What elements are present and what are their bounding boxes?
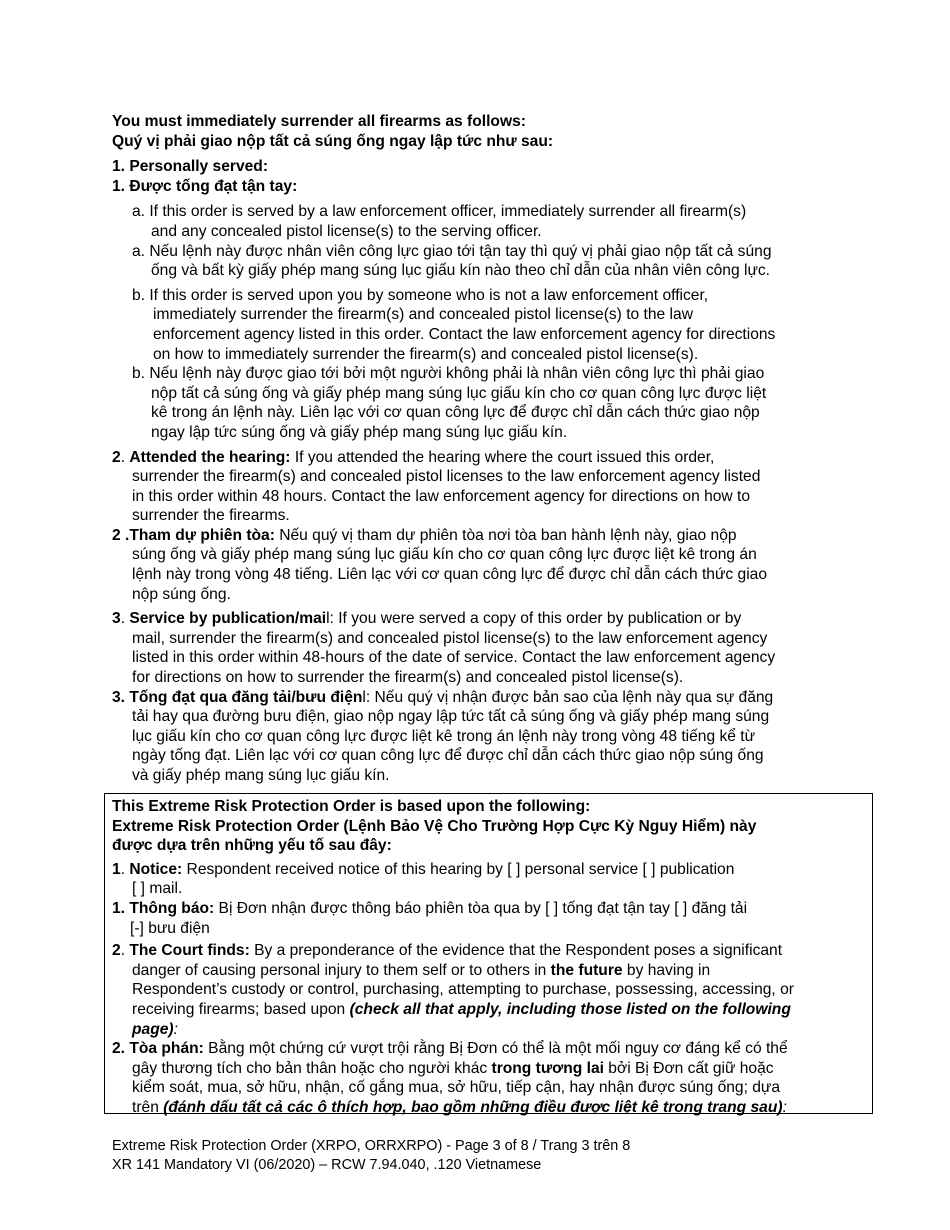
court-en-emphasis: the future [550,961,623,979]
court-vi-instruction: (đánh dấu tất cả các ô thích hợp, bao gồm những điều được liệt kê trong trang sau) [163,1098,783,1116]
sec2-num: 2 [112,448,121,466]
sec2-en-4: surrender the firearms. [132,507,290,525]
footer-line-2: XR 141 Mandatory VI (06/2020) – RCW 7.94.040, .120 Vietnamese [112,1156,542,1173]
intro-en: You must immediately surrender all firearms as follows: [112,113,526,130]
box-title-vi-1: Extreme Risk Protection Order (Lệnh Bảo Vệ Cho Trường Hợp Cực Kỳ Nguy Hiểm) này [112,817,757,835]
sec3-num: 3 [112,610,121,628]
sec3-en-4: for directions on how to surrender the firearm(s) and concealed pistol license(s). [132,669,684,687]
court-en-text-2a: danger of causing personal injury to them self or to others in [132,961,551,979]
sec1-b-vi-1: b. Nếu lệnh này được giao tới bởi một người không phải là nhân viên công lực thì phải giao [132,365,765,383]
court-en-heading: The Court finds: [129,942,250,960]
notice-vi-text-1: Bị Đơn nhận được thông báo phiên tòa qua by [ ] tống đạt tận tay [ ] đăng tải [214,899,748,917]
sec1-heading-en: 1. Personally served: [112,158,269,176]
intro-vi: Quý vị phải giao nộp tất cả súng ống ngay lập tức như sau: [112,132,554,150]
court-en-3: Respondent’s custody or control, purchasing, attempting to purchase, possessing, accessing, or [132,981,794,999]
sec3-en-text-1: If you were served a copy of this order by publication or by [333,610,742,628]
sec3-vi-text-1: Nếu quý vị nhận được bản sao của lệnh này qua sự đăng [370,688,774,706]
sec1-b-en-3: enforcement agency listed in this order. Contact the law enforcement agency for directions [153,325,776,343]
sec2-vi-4: nộp súng ống. [132,585,231,603]
court-vi-heading: 2. Tòa phán: [112,1040,204,1058]
sec1-heading-vi: 1. Được tống đạt tận tay: [112,177,298,195]
court-vi-2 [112,1059,860,1079]
notice-en-heading: Notice: [129,860,183,878]
court-en-text-1: By a preponderance of the evidence that the Respondent poses a significant [249,942,783,960]
sec3-en-heading-end: l: [326,610,334,628]
sec3-vi-5: và giấy phép mang súng lục giấu kín. [132,767,390,784]
court-vi-emphasis: trong tương lai [491,1059,604,1077]
sec3-en-heading: Service by publication/mai [129,610,327,628]
sec1-b-vi-2: nộp tất cả súng ống và giấy phép mang súng lục giấu kín cho cơ quan công lực được liệt [151,384,767,402]
sec2-vi-1 [112,526,876,546]
sec1-b-en-4: on how to immediately surrender the firearm(s) and concealed pistol license(s). [153,345,699,363]
sec2-vi-heading: 2 .Tham dự phiên tòa: [112,526,275,544]
notice-vi-heading: 1. Thông báo: [112,899,215,917]
sec3-vi-1 [112,688,876,708]
sec2-en-heading: Attended the hearing: [129,448,291,466]
sec2-vi-text-1: Nếu quý vị tham dự phiên tòa nơi tòa ban hành lệnh này, giao nộp [274,526,737,544]
sec3-vi-heading-end: l: [362,688,371,706]
sec3-en-3: listed in this order within 48-hours of the date of service. Contact the law enforcement agency [132,649,776,667]
court-num: 2 [112,942,121,960]
sec3-en-2: mail, surrender the firearm(s) and concealed pistol license(s) to the law enforcement agency [132,629,768,647]
court-vi-4 [112,1098,860,1118]
notice-vi-2: [-] bưu điện [130,919,210,937]
sec2-vi-2: súng ống và giấy phép mang súng lục giấu kín cho cơ quan công lực được liệt kê trong án [132,546,757,564]
court-en-text-2c: by having in [622,961,711,979]
sec3-vi-heading: 3. Tống đạt qua đăng tải/bưu điện [112,688,363,706]
sec2-en-2: surrender the firearm(s) and concealed pistol licenses to the law enforcement agency listed [132,468,761,486]
court-vi-1 [112,1039,860,1059]
court-vi-text-4a: trên [132,1098,164,1116]
findings-content [112,797,860,1118]
notice-num: 1 [112,860,121,878]
sec1-b-vi-4: ngay lập tức súng ống và giấy phép mang súng lục giấu kín. [151,423,568,441]
page-footer [112,1137,630,1174]
sec1-b-en-1: b. If this order is served upon you by someone who is not a law enforcement officer, [132,286,709,304]
court-vi-text-1: Bằng một chứng cứ vượt trội rằng Bị Đơn có thể là một mối nguy cơ đáng kể có thể [203,1040,788,1058]
court-vi-text-2c: bởi Bị Đơn cất giữ hoặc [603,1059,774,1077]
court-en-2 [112,961,860,981]
footer-line-1: Extreme Risk Protection Order (XRPO, ORRXRPO) - Page 3 of 8 / Trang 3 trên 8 [112,1138,631,1154]
court-vi-3: kiểm soát, mua, sở hữu, nhận, cố gắng mua, sở hữu, tiếp cận, hay nhận được súng ống; dựa [132,1079,781,1097]
court-en-4 [112,1000,860,1020]
court-vi-colon: : [782,1098,787,1116]
court-en-1: 2. The Court finds: By a preponderance of the evidence that the Respondent poses a significant [112,942,783,960]
sec1-a-vi-2: ống và bất kỳ giấy phép mang súng lục giấu kín nào theo chỉ dẫn của nhân viên công lực. [151,262,771,280]
court-vi-text-2a: gây thương tích cho bản thân hoặc cho người khác [132,1059,492,1077]
sec2-en-1: 2. Attended the hearing: If you attended the hearing where the court issued this order, [112,448,715,466]
main-text [112,112,876,786]
sec1-a-en-1: a. If this order is served by a law enforcement officer, immediately surrender all firearm(s) [132,203,747,221]
sec2-vi-3: lệnh này trong vòng 48 tiếng. Liên lạc với cơ quan công lực để được chỉ dẫn cách thức giao [132,566,768,584]
court-en-colon: : [173,1020,178,1038]
box-title-vi-2: được dựa trên những yếu tố sau đây: [112,837,392,855]
court-en-5 [112,1020,860,1040]
notice-en-1: 1. Notice: Respondent received notice of this hearing by [ ] personal service [ ] publication [112,860,735,878]
court-en-instruction-end: page) [132,1020,174,1038]
sec1-b-en-2: immediately surrender the firearm(s) and concealed pistol license(s) to the law [153,306,693,324]
notice-en-text-1: Respondent received notice of this hearing by [ ] personal service [ ] publication [182,860,735,878]
notice-en-2: [ ] mail. [132,880,183,898]
box-title-en: This Extreme Risk Protection Order is based upon the following: [112,798,591,815]
sec1-items [112,202,876,442]
sec3-vi-4: ngày tống đạt. Liên lạc với cơ quan công lực để được chỉ dẫn cách thức giao nộp súng ống [132,747,764,765]
sec1-b-vi-3: kê trong án lệnh này. Liên lạc với cơ quan công lực để được chỉ dẫn cách thức giao nộp [151,404,760,422]
sec1-a-vi-1: a. Nếu lệnh này được nhân viên công lực giao tới tận tay thì quý vị phải giao nộp tất cả súng [132,242,772,260]
sec2-en-3: in this order within 48 hours. Contact the law enforcement agency for directions on how to [132,487,751,505]
court-en-text-4a: receiving firearms; based upon [132,1000,350,1018]
notice-vi-1 [112,899,860,919]
sec3-vi-2: tải hay qua đường bưu điện, giao nộp ngay lập tức tất cả súng ống và giấy phép mang súng [132,708,770,726]
sec2-en-text-1: If you attended the hearing where the court issued this order, [290,448,715,466]
sec1-a-en-2: and any concealed pistol license(s) to the serving officer. [151,222,542,240]
sec3-en-1: 3. Service by publication/mail: If you were served a copy of this order by publication or by [112,610,742,628]
sec3-vi-3: lục giấu kín cho cơ quan công lực được liệt kê trong án lệnh này trong vòng 48 tiếng kể từ [132,727,756,745]
court-en-instruction: (check all that apply, including those listed on the following [349,1000,791,1018]
